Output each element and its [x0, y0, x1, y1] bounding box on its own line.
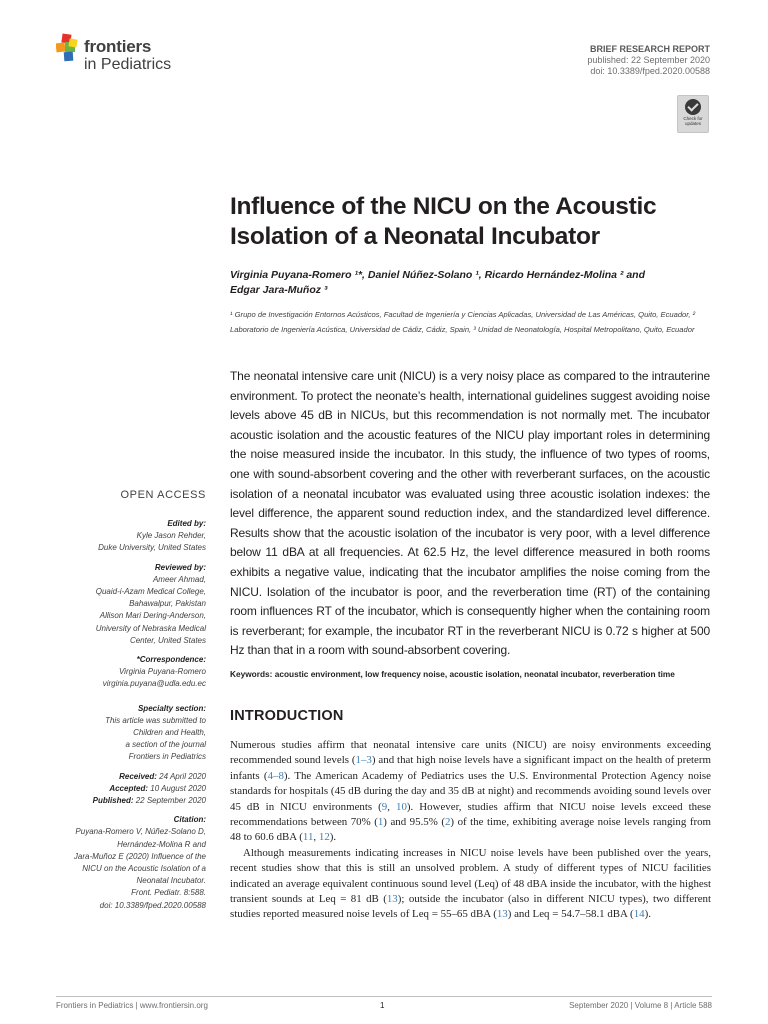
intro-text: ) and that high noise levels have a significant impact on the health of preterm infants (	[230, 754, 711, 782]
footer-journal[interactable]: Frontiers in Pediatrics | www.frontiersin.org	[56, 1001, 208, 1010]
edited-by-section	[46, 518, 206, 555]
keywords: Keywords: acoustic environment, low frequency noise, acoustic isolation, neonatal incubator, reverberation time	[230, 669, 675, 679]
section-heading-introduction: INTRODUCTION	[230, 708, 344, 724]
specialty-line: This article was submitted to	[105, 715, 206, 725]
journal-logo[interactable]	[84, 38, 171, 73]
citation-line: Neonatal Incubator.	[136, 876, 206, 886]
intro-text: ). However, studies affirm that NICU noise levels exceed these recommendations between 70% (	[230, 800, 712, 829]
citation-link[interactable]: 9	[381, 800, 388, 813]
check-icon	[685, 99, 701, 115]
reviewer-line: Bahawalpur, Pakistan	[129, 599, 206, 609]
author-list	[230, 268, 720, 298]
authors-line-1[interactable]: Virginia Puyana-Romero ¹*, Daniel Núñez-Solano ¹, Ricardo Hernández-Molina ² and	[230, 269, 645, 281]
intro-paragraph-2	[230, 846, 711, 923]
citation-link[interactable]: 13	[386, 893, 398, 906]
affiliations: ¹ Grupo de Investigación Entornos Acústicos, Facultad de Ingeniería y Ciencias Aplicadas, Universidad de Las Américas, Quito, Ecuador, ² Laboratorio de Ingeniería Acústica, Universidad de Cádiz, Cádiz, Spain, ³ Unidad de Neonatología, Hospital Metropolitano, Quito, Ecuador	[230, 310, 696, 334]
intro-paragraph-1	[230, 738, 711, 846]
article-meta-header	[587, 44, 710, 77]
check-badge-label-1: Check for	[683, 116, 703, 121]
reviewed-by-section	[46, 562, 206, 647]
correspondence-section	[46, 654, 206, 691]
check-for-updates-badge[interactable]	[677, 95, 709, 133]
intro-text: Numerous studies affirm that neonatal intensive care units (NICU) are noisy environments exceeding recommended sound levels (	[230, 739, 711, 767]
citation-line: Jara-Muñoz E (2020) Influence of the	[73, 851, 206, 861]
reviewer-line: Ameer Ahmad,	[152, 574, 206, 584]
intro-text: Although measurements indicating increases in NICU noise levels have been published over the years, recent studies show that this is still an unsolved problem. A study of different types of NICU facilities indicated an average equivalent continuous sound level (Leq) of 48 dBA inside the incubator, with the highest transient sounds at Leq = 81 dB (	[230, 846, 711, 906]
correspondence-email[interactable]: virginia.puyana@udla.edu.ec	[102, 679, 206, 689]
dates-section	[46, 771, 206, 808]
title-line-1: Influence of the NICU on the Acoustic	[230, 193, 657, 220]
accepted-label: Accepted:	[109, 783, 149, 793]
published-date: published: 22 September 2020	[587, 55, 710, 65]
citation-label: Citation:	[173, 815, 206, 825]
title-line-2: Isolation of a Neonatal Incubator	[230, 223, 600, 250]
citation-link[interactable]: 14	[633, 908, 645, 921]
intro-text: ) of the time, exhibiting average noise levels ranging from 48 to 60.6 dBA (	[230, 816, 711, 844]
citation-link[interactable]: 2	[444, 816, 451, 829]
intro-text: ); outside the incubator (also in different NICU types), two different studies reported measured noise levels of Leq = 55–65 dBA (	[230, 893, 711, 921]
logo-journal-name: in Pediatrics	[84, 56, 172, 73]
article-title	[230, 192, 730, 252]
citation-line: Puyana-Romero V, Núñez-Solano D,	[75, 827, 206, 837]
published-label: Published:	[92, 796, 134, 806]
intro-text: ).	[644, 908, 651, 921]
specialty-line: Frontiers in Pediatrics	[128, 752, 206, 762]
introduction-body	[230, 738, 711, 923]
reviewer-line: University of Nebraska Medical	[95, 623, 206, 633]
editor-line: Kyle Jason Rehder,	[136, 531, 206, 541]
reviewer-line: Center, United States	[129, 635, 206, 645]
specialty-section	[46, 703, 206, 764]
abstract: The neonatal intensive care unit (NICU) is a very noisy place as compared to the intrauterine environment. To protect the neonate’s health, international guidelines suggest avoiding noise levels above 45 dB in NICUs, but this recommendation is not normally met. The incubator acoustic isolation and the acoustic features of the NICU play important roles in determining the noise measured inside the incubator. In this study, the influence of two types of rooms, one with sound-absorbent covering and the other with reverberant surfaces, on the acoustic isolation of a neonatal incubator was evaluated using three acoustic isolation indexes: the level difference, the apparent sound reduction index, and the standardized level difference. Results show that the acoustic isolation of the incubator is very poor, with a level difference below 11 dBA at all frequencies. At 62.5 Hz, the level difference measured in both rooms exhibits a negative value, indicating that the incubator amplifies the noise coming from the NICU. Isolation of the incubator is poor, and the reverberation time (RT) of the containing room influences RT of the incubator, which is consequently higher when the containing room is reverberant; for example, the incubator RT in the reverberant NICU is 0.72 s higher at 500 Hz than that in a room with sound-absorbent covering.	[230, 369, 710, 658]
reviewer-line: Quaid-i-Azam Medical College,	[95, 587, 206, 597]
citation-line: NICU on the Acoustic Isolation of a	[82, 864, 206, 874]
citation-section	[46, 814, 206, 912]
intro-text: ). The American Academy of Pediatrics uses the U.S. Environmental Protection Agency noise standards for hospitals (45 dB during the day and 35 dB at night) and recommends avoiding sound levels over 45 dB in NICU environments (	[230, 769, 712, 813]
specialty-line: a section of the journal	[125, 740, 206, 750]
intro-text: ,	[313, 831, 319, 844]
citation-doi[interactable]: doi: 10.3389/fped.2020.00588	[99, 900, 206, 910]
citation-link[interactable]: 1–3	[355, 754, 372, 767]
citation-line: Front. Pediatr. 8:588.	[131, 888, 206, 898]
citation-link[interactable]: 10	[396, 800, 407, 813]
correspondence-name: Virginia Puyana-Romero	[118, 667, 206, 677]
article-doi[interactable]: doi: 10.3389/fped.2020.00588	[590, 66, 710, 76]
received-value: 24 April 2020	[156, 771, 206, 781]
reviewer-line: Allison Mari Dering-Anderson,	[99, 611, 206, 621]
specialty-label: Specialty section:	[137, 703, 206, 713]
article-type: BRIEF RESEARCH REPORT	[589, 44, 710, 54]
published-value: 22 September 2020	[133, 796, 206, 806]
accepted-value: 10 August 2020	[148, 783, 206, 793]
specialty-line: Children and Health,	[133, 728, 206, 738]
authors-line-2[interactable]: Edgar Jara-Muñoz ³	[230, 284, 328, 296]
citation-line: Hernández-Molina R and	[117, 839, 206, 849]
citation-link[interactable]: 12	[318, 831, 330, 844]
edited-by-label: Edited by:	[167, 519, 206, 528]
intro-text: ).	[329, 831, 337, 844]
reviewed-by-label: Reviewed by:	[154, 562, 206, 572]
intro-text: ) and Leq = 54.7–58.1 dBA (	[507, 908, 634, 921]
editor-line: Duke University, United States	[98, 543, 206, 553]
published-date-sidebar	[46, 795, 206, 807]
citation-link[interactable]: 4–8	[267, 769, 284, 782]
check-badge-label-2: updates	[684, 121, 701, 126]
frontiers-logo-icon[interactable]	[56, 33, 82, 63]
accepted-date	[46, 783, 206, 795]
received-date	[46, 771, 206, 783]
intro-text: ) and 95.5% (	[383, 816, 445, 829]
intro-text: ,	[387, 800, 397, 813]
received-label: Received:	[119, 771, 157, 781]
footer-divider	[56, 996, 712, 997]
footer-issue-info: September 2020 | Volume 8 | Article 588	[569, 1001, 712, 1010]
article-info-sidebar	[46, 518, 206, 919]
page-number: 1	[380, 1001, 385, 1010]
logo-brand: frontiers	[84, 37, 152, 56]
citation-link[interactable]: 1	[377, 816, 384, 829]
citation-link[interactable]: 13	[496, 908, 508, 921]
correspondence-label: *Correspondence:	[136, 655, 206, 665]
citation-link[interactable]: 11	[302, 831, 314, 844]
open-access-label: OPEN ACCESS	[120, 489, 206, 501]
